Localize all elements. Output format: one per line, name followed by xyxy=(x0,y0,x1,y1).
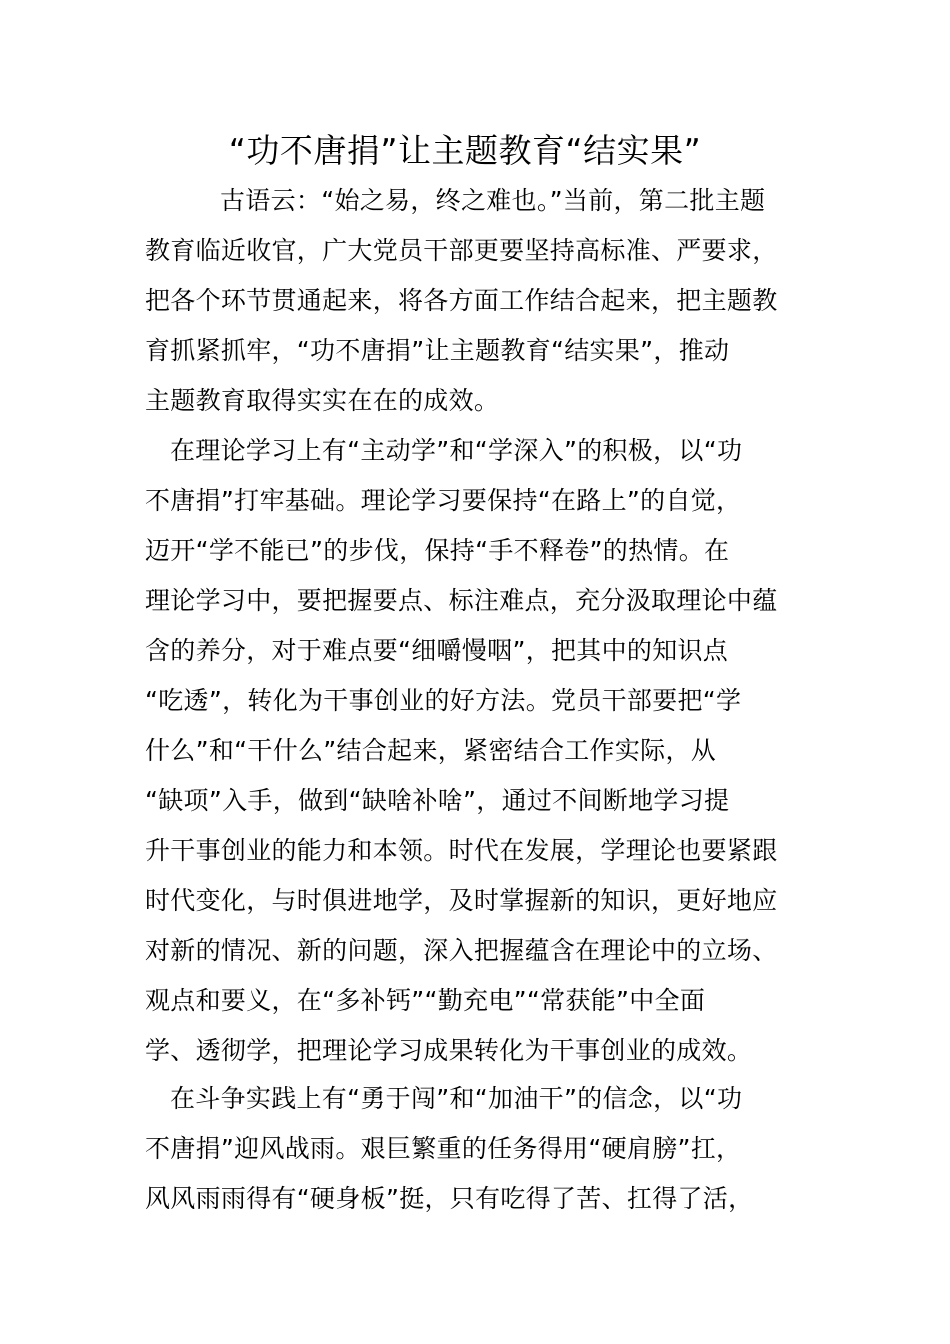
text-line: “缺项”入手，做到“缺啥补啥”，通过不间断地学习提 xyxy=(145,786,730,815)
text-line: 不唐捐”迎风战雨。艰巨繁重的任务得用“硬肩膀”扛， xyxy=(145,1134,742,1163)
text-line: 观点和要义，在“多补钙”“勤充电”“常获能”中全面 xyxy=(145,986,706,1015)
text-line: 对新的情况、新的问题，深入把握蕴含在理论中的立场、 xyxy=(145,936,778,965)
text-line: 时代变化，与时俱进地学，及时掌握新的知识，更好地应 xyxy=(145,886,778,915)
text-line: 在理论学习上有“主动学”和“学深入”的积极，以“功 xyxy=(170,436,743,465)
text-line: 学、透彻学，把理论学习成果转化为干事创业的成效。 xyxy=(145,1036,753,1065)
text-line: 含的养分，对于难点要“细嚼慢咽”，把其中的知识点 xyxy=(145,636,729,665)
text-line: 育抓紧抓牢，“功不唐捐”让主题教育“结实果”，推动 xyxy=(145,336,730,365)
text-line: 古语云：“始之易，终之难也。”当前，第二批主题 xyxy=(220,186,766,215)
text-line: 教育临近收官，广大党员干部更要坚持高标准、严要求， xyxy=(145,236,778,265)
text-line: 不唐捐”打牢基础。理论学习要保持“在路上”的自觉， xyxy=(145,486,742,515)
text-line: 在斗争实践上有“勇于闯”和“加油干”的信念，以“功 xyxy=(170,1084,743,1113)
text-line: 把各个环节贯通起来，将各方面工作结合起来，把主题教 xyxy=(145,286,778,315)
document-title: “功不唐捐”让主题教育“结实果” xyxy=(228,131,702,170)
text-line: 主题教育取得实实在在的成效。 xyxy=(145,386,500,415)
text-line: 迈开“学不能已”的步伐，保持“手不释卷”的热情。在 xyxy=(145,536,730,565)
text-line: “吃透”，转化为干事创业的好方法。党员干部要把“学 xyxy=(145,686,742,715)
text-line: 理论学习中，要把握要点、标注难点，充分汲取理论中蕴 xyxy=(145,586,778,615)
text-line: 风风雨雨得有“硬身板”挺，只有吃得了苦、扛得了活， xyxy=(145,1184,754,1213)
text-line: 什么”和“干什么”结合起来，紧密结合工作实际，从 xyxy=(145,736,717,765)
text-line: 升干事创业的能力和本领。时代在发展，学理论也要紧跟 xyxy=(145,836,778,865)
